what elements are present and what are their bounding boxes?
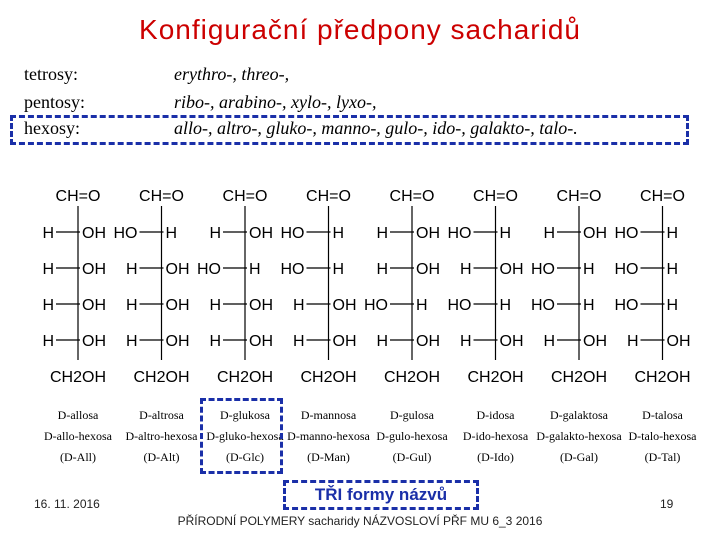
trivial-name: D-idosa <box>476 408 515 422</box>
trivial-name: D-galaktosa <box>550 408 608 422</box>
right-substituent: OH <box>583 225 607 242</box>
right-substituent: OH <box>82 333 106 350</box>
left-substituent: HO <box>113 225 138 242</box>
right-substituent: OH <box>165 297 190 314</box>
footer-date: 16. 11. 2016 <box>34 497 100 511</box>
left-substituent: HO <box>280 225 305 242</box>
left-substituent: H <box>292 333 305 350</box>
left-substituent: H <box>209 225 221 242</box>
right-substituent: H <box>583 261 595 278</box>
prefix-values: ribo-, arabino-, xylo-, lyxo-, <box>174 92 377 112</box>
hydroxymethyl-group: CH2OH <box>383 369 441 386</box>
abbreviation: (D-Glc) <box>226 450 264 464</box>
left-substituent: H <box>42 261 54 278</box>
page-number: 19 <box>660 497 674 511</box>
left-substituent: HO <box>531 261 555 278</box>
right-substituent: OH <box>499 333 524 350</box>
right-substituent: OH <box>82 225 106 242</box>
hydroxymethyl-group: CH2OH <box>550 369 608 386</box>
prefix-values: erythro-, threo-, <box>174 64 290 84</box>
prefix-label: hexosy: <box>24 118 80 138</box>
right-substituent: H <box>666 261 679 278</box>
left-substituent: H <box>42 333 54 350</box>
aldehyde-group: CH=O <box>640 188 685 205</box>
left-substituent: H <box>543 225 555 242</box>
right-substituent: OH <box>416 261 440 278</box>
left-substituent: HO <box>614 297 639 314</box>
systematic-name: D-manno-hexosa <box>287 429 370 443</box>
right-substituent: OH <box>249 225 273 242</box>
right-substituent: H <box>666 225 679 242</box>
right-substituent: H <box>583 297 595 314</box>
right-substituent: H <box>249 261 261 278</box>
trivial-name: D-allosa <box>57 408 99 422</box>
left-substituent: H <box>209 297 221 314</box>
prefix-label: tetrosy: <box>24 64 78 84</box>
left-substituent: H <box>376 333 388 350</box>
left-substituent: H <box>42 225 54 242</box>
left-substituent: H <box>125 261 138 278</box>
right-substituent: OH <box>82 261 106 278</box>
trivial-name: D-mannosa <box>300 408 357 422</box>
aldehyde-group: CH=O <box>222 188 268 205</box>
left-substituent: HO <box>531 297 555 314</box>
systematic-name: D-allo-hexosa <box>44 429 112 443</box>
systematic-name: D-altro-hexosa <box>125 429 198 443</box>
prefix-label: pentosy: <box>24 92 85 112</box>
right-substituent: H <box>332 225 345 242</box>
systematic-name: D-gulo-hexosa <box>376 429 448 443</box>
abbreviation: (D-Gul) <box>392 450 432 464</box>
left-substituent: HO <box>614 225 639 242</box>
systematic-name: D-ido-hexosa <box>462 429 529 443</box>
systematic-name: D-gluko-hexosa <box>206 429 284 443</box>
left-substituent: HO <box>280 261 305 278</box>
footer-text: PŘÍRODNÍ POLYMERY sacharidy NÁZVOSLOVÍ PŘF MU 6_3 2016 <box>177 514 543 528</box>
left-substituent: H <box>125 297 138 314</box>
left-substituent: H <box>626 333 639 350</box>
left-substituent: H <box>459 333 472 350</box>
right-substituent: H <box>499 297 512 314</box>
left-substituent: HO <box>447 297 472 314</box>
right-substituent: OH <box>249 297 273 314</box>
abbreviation: (D-Man) <box>307 450 350 464</box>
left-substituent: HO <box>614 261 639 278</box>
systematic-name: D-galakto-hexosa <box>536 429 622 443</box>
aldehyde-group: CH=O <box>55 188 101 205</box>
prefix-values: allo-, altro-, gluko-, manno-, gulo-, ido-, galakto-, talo-. <box>174 118 578 138</box>
left-substituent: H <box>376 261 388 278</box>
right-substituent: OH <box>499 261 524 278</box>
left-substituent: HO <box>364 297 388 314</box>
left-substituent: H <box>209 333 221 350</box>
trivial-name: D-glukosa <box>220 408 270 422</box>
abbreviation: (D-Gal) <box>560 450 598 464</box>
right-substituent: OH <box>82 297 106 314</box>
left-substituent: H <box>459 261 472 278</box>
hydroxymethyl-group: CH2OH <box>49 369 107 386</box>
name-forms-label: TŘI formy názvů <box>314 485 448 504</box>
hydroxymethyl-group: CH2OH <box>133 369 190 386</box>
right-substituent: H <box>165 225 178 242</box>
right-substituent: OH <box>332 297 357 314</box>
right-substituent: OH <box>583 333 607 350</box>
trivial-name: D-talosa <box>642 408 683 422</box>
aldehyde-group: CH=O <box>473 188 518 205</box>
left-substituent: HO <box>197 261 221 278</box>
right-substituent: OH <box>165 333 190 350</box>
right-substituent: OH <box>666 333 691 350</box>
abbreviation: (D-Tal) <box>644 450 681 464</box>
name-forms-box <box>283 480 479 510</box>
hydroxymethyl-group: CH2OH <box>300 369 357 386</box>
right-substituent: H <box>499 225 512 242</box>
aldehyde-group: CH=O <box>556 188 602 205</box>
hydroxymethyl-group: CH2OH <box>634 369 691 386</box>
aldehyde-group: CH=O <box>306 188 351 205</box>
left-substituent: H <box>42 297 54 314</box>
right-substituent: OH <box>416 225 440 242</box>
left-substituent: H <box>292 297 305 314</box>
slide-title: Konfigurační předpony sacharidů <box>139 14 581 45</box>
right-substituent: OH <box>249 333 273 350</box>
abbreviation: (D-Ido) <box>477 450 514 464</box>
aldehyde-group: CH=O <box>389 188 435 205</box>
systematic-name: D-talo-hexosa <box>628 429 697 443</box>
right-substituent: OH <box>332 333 357 350</box>
hydroxymethyl-group: CH2OH <box>216 369 274 386</box>
trivial-name: D-gulosa <box>390 408 434 422</box>
left-substituent: HO <box>447 225 472 242</box>
aldehyde-group: CH=O <box>139 188 184 205</box>
abbreviation: (D-Alt) <box>143 450 180 464</box>
glukosa-highlight-box <box>200 398 283 474</box>
right-substituent: H <box>332 261 345 278</box>
right-substituent: OH <box>165 261 190 278</box>
abbreviation: (D-All) <box>60 450 96 464</box>
left-substituent: H <box>543 333 555 350</box>
trivial-name: D-altrosa <box>139 408 184 422</box>
right-substituent: H <box>666 297 679 314</box>
right-substituent: OH <box>416 333 440 350</box>
left-substituent: H <box>376 225 388 242</box>
right-substituent: H <box>416 297 428 314</box>
left-substituent: H <box>125 333 138 350</box>
hydroxymethyl-group: CH2OH <box>467 369 524 386</box>
